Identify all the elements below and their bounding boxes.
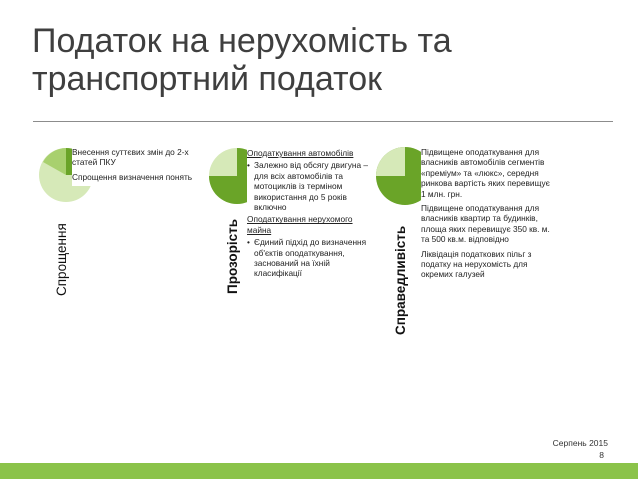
bullet-text: Залежно від обсягу двигуна – для всіх автомобілів та мотоциклів із терміном використання до 5 років включно [254, 160, 369, 213]
column-panel-2 [247, 148, 369, 281]
column-3-entry-1: Підвищене оподаткування для власників автомобілів сегментів «преміум» та «люкс», середня ринкова вартість яких перевищує 1 млн. грн. [421, 147, 550, 199]
column-3-entry-3: Ліквідація податкових пільг з податку на нерухомість для окремих галузей [421, 248, 532, 280]
pie-segment-light [376, 147, 405, 176]
column-label-2: Прозорість [225, 218, 240, 294]
slide-number: 8 [599, 450, 604, 460]
column-2-heading-2: Оподаткування нерухомого майна [247, 214, 353, 235]
bottom-accent-bar [0, 463, 638, 479]
column-1-entry-2: Спрощення визначення понять [72, 171, 193, 182]
slide-title: Податок на нерухомість та транспортний податок [32, 22, 452, 98]
footer-date: Серпень 2015 [552, 438, 608, 448]
column-1-entry-1: Внесення суттєвих змін до 2-х статей ПКУ [72, 147, 189, 168]
column-panel-3 [421, 147, 554, 284]
column-label-3: Справедливість [393, 225, 408, 335]
column-3-entry-2: Підвищене оподаткування для власників квартир та будинків, площа яких перевищує 350 кв. м. та 500 кв.м. відповідно [421, 203, 550, 245]
column-2-heading-1: Оподаткування автомобілів [247, 148, 354, 158]
title-divider [33, 121, 613, 122]
column-2-bullet-1: • Залежно від обсягу двигуна – для всіх автомобілів та мотоциклів із терміном використання до 5 років включно [247, 160, 369, 213]
column-label-1: Спрощення [54, 223, 69, 296]
bullet-text: Єдиний підхід до визначення об'єктів оподаткування, заснований на їхній класифікації [254, 237, 367, 279]
column-panel-1 [72, 147, 205, 186]
column-2-bullet-2: • Єдиний підхід до визначення об'єктів оподаткування, заснований на їхній класифікації [247, 237, 367, 279]
